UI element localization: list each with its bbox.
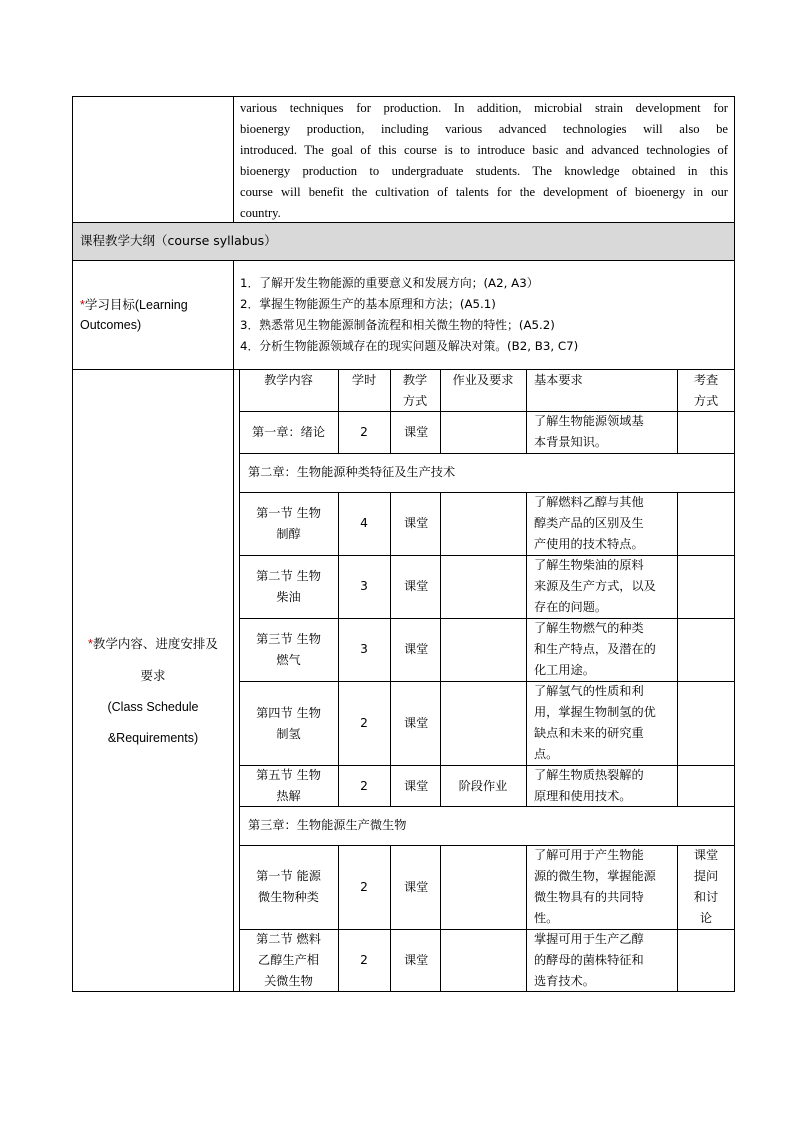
content-line: 制氢 xyxy=(276,727,301,741)
row-method: 课堂 xyxy=(404,579,429,593)
outcome-item: 1．了解开发生物能源的重要意义和发展方向；(A2, A3） xyxy=(240,276,539,290)
schedule-label-line4: &Requirements) xyxy=(107,731,199,745)
row-hours: 2 xyxy=(360,425,368,439)
row-divider xyxy=(239,492,735,493)
row-content xyxy=(239,629,338,671)
content-line: 制醇 xyxy=(276,527,301,541)
column-divider xyxy=(390,492,391,806)
row-divider xyxy=(239,555,735,556)
row-method: 课堂 xyxy=(404,779,429,793)
description-line: country. xyxy=(240,206,281,220)
row-method: 课堂 xyxy=(404,425,429,439)
header-hours: 学时 xyxy=(351,373,377,387)
exam-line: 课堂 xyxy=(693,848,719,862)
row-content xyxy=(239,866,338,908)
description-line: bioenergy production, including various advanced technologies will also be xyxy=(240,122,728,136)
row-divider xyxy=(72,260,735,261)
row-divider xyxy=(239,845,735,846)
column-divider xyxy=(233,96,234,222)
column-divider xyxy=(440,845,441,992)
row-content xyxy=(239,566,338,608)
requirement-line: 了解燃料乙醇与其他 xyxy=(534,495,644,509)
row-hours: 3 xyxy=(360,642,368,656)
schedule-label-line3: (Class Schedule xyxy=(107,700,199,714)
requirement-line: 了解生物燃气的种类 xyxy=(534,621,644,635)
header-homework: 作业及要求 xyxy=(452,373,514,387)
requirement-line: 来源及生产方式，以及 xyxy=(534,579,656,593)
requirement-line: 了解生物能源领域基 xyxy=(534,414,644,428)
header-method-line2: 方式 xyxy=(402,394,428,408)
requirement-line: 了解氢气的性质和利 xyxy=(534,684,644,698)
outcomes-label-line2: Outcomes) xyxy=(80,318,142,332)
content-line: 第四节 生物 xyxy=(256,706,321,720)
row-content xyxy=(239,765,338,807)
row-divider xyxy=(239,618,735,619)
requirement-line: 用，掌握生物制氢的优 xyxy=(534,705,656,719)
row-homework: 阶段作业 xyxy=(458,779,508,793)
row-content xyxy=(239,503,338,545)
header-method-line1: 教学 xyxy=(402,373,428,387)
row-divider xyxy=(239,453,735,454)
content-line: 燃气 xyxy=(276,653,301,667)
content-line: 关微生物 xyxy=(264,974,313,988)
row-divider xyxy=(239,411,735,412)
requirement-line: 存在的问题。 xyxy=(534,600,608,614)
row-method: 课堂 xyxy=(404,880,429,894)
requirement-line: 缺点和未来的研究重 xyxy=(534,726,644,740)
syllabus-title: 课程教学大纲（course syllabus） xyxy=(80,233,277,248)
header-exam-line1: 考查 xyxy=(693,373,719,387)
row-hours: 2 xyxy=(360,880,368,894)
requirement-line: 本背景知识。 xyxy=(534,435,608,449)
content-line: 热解 xyxy=(276,789,301,803)
row-requirement xyxy=(534,555,656,618)
requirement-line: 了解生物质热裂解的 xyxy=(534,768,644,782)
row-divider xyxy=(239,681,735,682)
row-exam xyxy=(677,845,735,929)
requirement-line: 了解生物柴油的原料 xyxy=(534,558,644,572)
course-description xyxy=(240,98,728,224)
requirement-line: 选育技术。 xyxy=(534,974,595,988)
requirement-line: 了解可用于产生物能 xyxy=(534,848,644,862)
content-line: 第一节 生物 xyxy=(256,506,321,520)
requirement-line: 源的微生物，掌握能源 xyxy=(534,869,656,883)
exam-line: 论 xyxy=(699,911,713,925)
row-content: 第一章：绪论 xyxy=(251,425,326,439)
requirement-line: 微生物具有的共同特 xyxy=(534,890,644,904)
row-requirement xyxy=(534,765,644,807)
required-marker: * xyxy=(88,637,93,651)
content-line: 柴油 xyxy=(276,590,301,604)
header-requirement: 基本要求 xyxy=(534,373,583,387)
outcomes-label xyxy=(80,295,188,335)
row-requirement xyxy=(534,618,656,681)
row-hours: 2 xyxy=(360,779,368,793)
header-content: 教学内容 xyxy=(264,373,313,387)
content-line: 微生物种类 xyxy=(258,890,319,904)
column-divider xyxy=(526,845,527,992)
outcome-item: 2．掌握生物能源生产的基本原理和方法；(A5.1) xyxy=(240,297,496,311)
schedule-label-line2: 要求 xyxy=(140,668,166,683)
header-exam xyxy=(677,370,735,412)
content-line: 第三节 生物 xyxy=(256,632,321,646)
row-requirement xyxy=(534,929,644,992)
row-content xyxy=(239,703,338,745)
outcome-item: 4．分析生物能源领域存在的现实问题及解决对策。(B2, B3, C7) xyxy=(240,339,579,353)
description-line: course will benefit the cultivation of talents for the development of bioenergy in our xyxy=(240,185,728,199)
content-line: 第二节 生物 xyxy=(256,569,321,583)
requirement-line: 原理和使用技术。 xyxy=(534,789,632,803)
header-exam-line2: 方式 xyxy=(693,394,719,408)
column-divider xyxy=(390,845,391,992)
content-line: 第一节 能源 xyxy=(256,869,321,883)
requirement-line: 化工用途。 xyxy=(534,663,595,677)
schedule-label-line1: 教学内容、进度安排及 xyxy=(92,636,218,651)
row-hours: 2 xyxy=(360,953,368,967)
description-line: introduced. The goal of this course is to introduce basic and advanced technologies of xyxy=(240,143,728,157)
row-method: 课堂 xyxy=(404,642,429,656)
row-method: 课堂 xyxy=(404,953,429,967)
row-method: 课堂 xyxy=(404,516,429,530)
content-line: 乙醇生产相 xyxy=(258,953,319,967)
chapter-title: 第二章：生物能源种类特征及生产技术 xyxy=(248,465,456,479)
content-line: 第二节 燃料 xyxy=(256,932,321,946)
row-requirement xyxy=(534,411,644,453)
row-hours: 2 xyxy=(360,716,368,730)
column-divider xyxy=(677,492,678,806)
column-divider xyxy=(440,492,441,806)
requirement-line: 点。 xyxy=(534,747,559,761)
row-hours: 4 xyxy=(360,516,368,530)
row-requirement xyxy=(534,845,656,929)
requirement-line: 的酵母的菌株特征和 xyxy=(534,953,644,967)
outcome-item: 3．熟悉常见生物能源制备流程和相关微生物的特性；(A5.2) xyxy=(240,318,555,332)
row-method: 课堂 xyxy=(404,716,429,730)
outcomes-label-line1: 学习目标(Learning xyxy=(84,298,188,312)
schedule-label xyxy=(73,628,233,754)
row-content xyxy=(239,929,338,992)
column-divider xyxy=(233,260,234,992)
requirement-line: 掌握可用于生产乙醇 xyxy=(534,932,644,946)
row-requirement xyxy=(534,492,644,555)
requirement-line: 产使用的技术特点。 xyxy=(534,537,644,551)
header-method xyxy=(390,370,440,412)
required-marker: * xyxy=(80,298,85,312)
content-line: 第五节 生物 xyxy=(256,768,321,782)
exam-line: 和讨 xyxy=(693,890,719,904)
description-line: bioenergy production to undergraduate students. The knowledge obtained in this xyxy=(240,164,728,178)
row-requirement xyxy=(534,681,656,765)
requirement-line: 性。 xyxy=(534,911,559,925)
row-hours: 3 xyxy=(360,579,368,593)
exam-line: 提问 xyxy=(693,869,719,883)
chapter-title: 第三章：生物能源生产微生物 xyxy=(248,818,407,832)
description-line: various techniques for production. In addition, microbial strain development for xyxy=(240,101,728,115)
requirement-line: 和生产特点，及潜在的 xyxy=(534,642,656,656)
column-divider xyxy=(526,492,527,806)
requirement-line: 醇类产品的区别及生 xyxy=(534,516,644,530)
